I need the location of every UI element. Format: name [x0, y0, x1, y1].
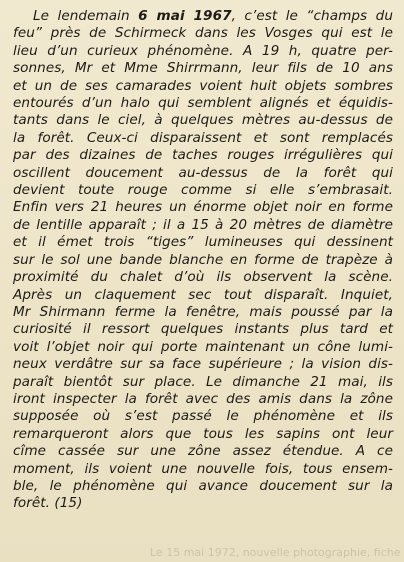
text-segment: tants dans le ciel, à quelques mètres au-dessus de — [13, 112, 393, 129]
text-segment: curiosité il ressort quelques instants plus tard et — [13, 321, 393, 338]
text-segment: Après un claquement sec tout disparaît. Inquiet, — [13, 286, 393, 303]
text-line — [13, 339, 393, 356]
text-line — [13, 478, 393, 495]
text-segment: lieu d’un curieux phénomène. A 19 h, quatre per- — [13, 42, 393, 59]
text-segment: remarqueront alors que tous les sapins ont leur — [13, 425, 393, 442]
text-line — [13, 182, 393, 199]
text-segment: de lentille apparaît ; il a 15 à 20 mètres de diamètre — [13, 216, 393, 233]
text-line — [13, 391, 393, 408]
text-line — [13, 25, 393, 42]
text-line — [13, 217, 393, 234]
text-segment: cîme cassée sur une zône assez étendue. A ce — [13, 443, 393, 460]
text-line — [13, 252, 393, 269]
text-segment: supposée où s’est passé le phénomène et ils — [13, 408, 393, 425]
text-segment: neux verdâtre sur sa face supérieure ; la vision dis- — [13, 356, 393, 373]
text-segment: forêt. (15) — [13, 495, 83, 512]
text-segment: proximité du chalet d’où ils observent la scène. — [13, 269, 393, 286]
text-segment: voit l’objet noir qui porte maintenant un cône lumi- — [13, 338, 393, 355]
text-segment: ble, le phénomène qui avance doucement sur la — [13, 477, 393, 494]
text-line — [13, 495, 393, 512]
text-line — [13, 165, 393, 182]
text-segment: par des dizaines de taches rouges irrégulières qui — [13, 147, 393, 164]
text-segment: et il émet trois “tiges” lumineuses qui dessinent — [13, 234, 393, 251]
text-line — [13, 8, 393, 25]
text-line — [13, 269, 393, 286]
event-date: 6 mai 1967 — [138, 8, 232, 24]
text-segment: Mr Shirmann ferme la fenêtre, mais poussé par la — [13, 303, 393, 320]
text-line — [13, 130, 393, 147]
text-segment: oscillent doucement au-dessus de la forêt qui — [13, 164, 393, 181]
text-segment: la forêt. Ceux-ci disparaissent et sont remplacés — [13, 129, 393, 146]
text-line — [13, 234, 393, 251]
text-line — [13, 408, 393, 425]
text-line — [13, 112, 393, 129]
bleed-through-text: Le 15 mai 1972, nouvelle photographie, fiche — [150, 546, 401, 559]
text-segment: Enfin vers 21 heures un énorme objet noir en forme — [13, 199, 393, 216]
text-line — [13, 147, 393, 164]
text-line — [13, 443, 393, 460]
text-segment: iront inspecter la forêt avec des amis dans la zône — [13, 390, 393, 407]
text-line — [13, 95, 393, 112]
text-line — [13, 78, 393, 95]
text-segment: et un de ses camarades voient huit objets sombres — [13, 77, 393, 94]
text-segment: paraît bientôt sur place. Le dimanche 21 mai, ils — [13, 373, 393, 390]
text-line — [13, 321, 393, 338]
text-line — [13, 304, 393, 321]
text-line — [13, 461, 393, 478]
text-segment: Le lendemain — [33, 8, 139, 24]
article-paragraph — [13, 8, 393, 513]
text-line — [13, 426, 393, 443]
text-segment: entourés d’un halo qui semblent alignés et équidis- — [13, 95, 393, 112]
text-line — [13, 43, 393, 60]
text-line — [13, 374, 393, 391]
text-segment: sur le sol une bande blanche en forme de trapèze à — [13, 251, 393, 268]
text-segment: feu” près de Schirmeck dans les Vosges qui est le — [13, 25, 393, 42]
text-line — [13, 356, 393, 373]
text-line — [13, 287, 393, 304]
text-segment: moment, ils voient une nouvelle fois, tous ensem- — [13, 460, 393, 477]
text-line — [13, 60, 393, 77]
text-line — [13, 199, 393, 216]
text-segment: devient toute rouge comme si elle s’embrasait. — [13, 182, 393, 199]
text-segment: , c’est le “champs du — [231, 8, 393, 24]
text-segment: sonnes, Mr et Mme Shirrmann, leur fils de 10 ans — [13, 60, 393, 77]
